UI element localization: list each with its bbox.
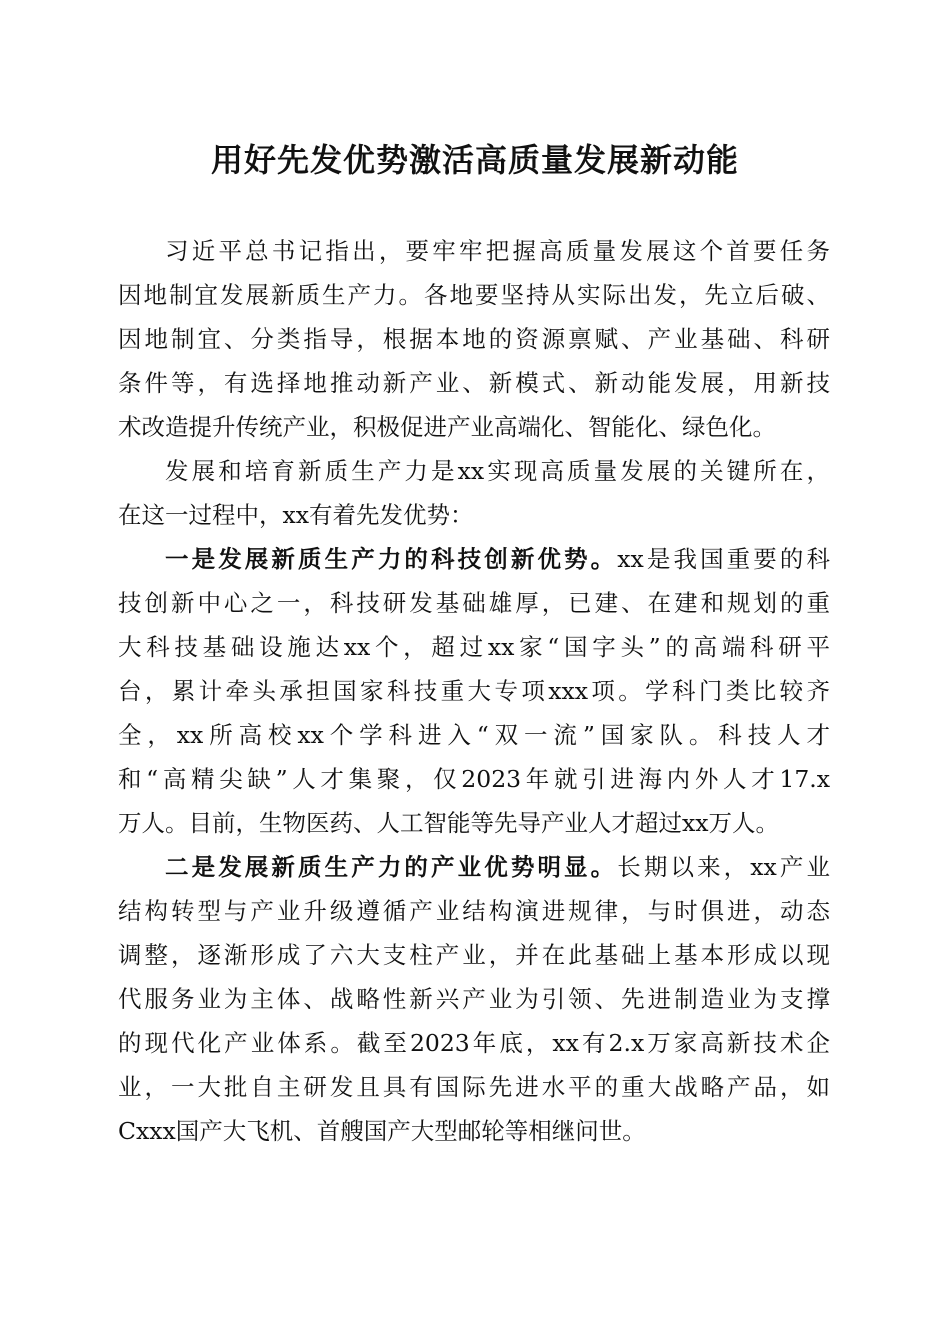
text-run: xx是我国重要的科: [617, 545, 830, 573]
text-line: 技创新中心之一，科技研发基础雄厚，已建、在建和规划的重: [118, 589, 830, 617]
text-line: 台，累计牵头承担国家科技重大专项xxx项。学科门类比较齐: [118, 677, 830, 705]
text-line: 和“高精尖缺”人才集聚，仅2023年就引进海内外人才17.x: [118, 765, 830, 793]
paragraph-2: [118, 449, 830, 537]
text-line: 结构转型与产业升级遵循产业结构演进规律，与时俱进，动态: [118, 897, 830, 925]
text-line: 业，一大批自主研发且具有国际先进水平的重大战略产品，如: [118, 1073, 830, 1101]
paragraph-1: [118, 229, 830, 449]
text-line: 万人。目前，生物医药、人工智能等先导产业人才超过xx万人。: [118, 809, 780, 837]
text-line: 在这一过程中，xx有着先发优势：: [118, 501, 474, 529]
paragraph-heading: 二是发展新质生产力的产业优势明显。: [165, 853, 618, 881]
text-line: 因地制宜发展新质生产力。各地要坚持从实际出发，先立后破、: [118, 281, 830, 309]
paragraph-heading: 一是发展新质生产力的科技创新优势。: [165, 545, 618, 573]
page-title: 用好先发优势激活高质量发展新动能: [210, 141, 739, 179]
text-line: 的现代化产业体系。截至2023年底，xx有2.x万家高新技术企: [118, 1029, 830, 1057]
text-line: 条件等，有选择地推动新产业、新模式、新动能发展，用新技: [118, 369, 830, 397]
document-body: [118, 229, 830, 1153]
text-line: 代服务业为主体、战略性新兴产业为引领、先进制造业为支撑: [118, 985, 830, 1013]
text-line: 调整，逐渐形成了六大支柱产业，并在此基础上基本形成以现: [118, 941, 830, 969]
text-line: 全，xx所高校xx个学科进入“双一流”国家队。科技人才: [118, 721, 830, 749]
text-line: 因地制宜、分类指导，根据本地的资源禀赋、产业基础、科研: [118, 325, 830, 353]
paragraph-3: [118, 537, 830, 845]
text-line: [118, 537, 830, 581]
text-run: 长期以来，xx产业: [617, 853, 830, 881]
paragraph-4: [118, 845, 830, 1153]
text-line: 发展和培育新质生产力是xx实现高质量发展的关键所在，: [165, 457, 830, 485]
text-line: Cxxx国产大飞机、首艘国产大型邮轮等相继问世。: [118, 1117, 646, 1145]
text-line: 大科技基础设施达xx个，超过xx家“国字头”的高端科研平: [118, 633, 830, 661]
text-line: 习近平总书记指出，要牢牢把握高质量发展这个首要任务: [165, 237, 830, 265]
text-line: 术改造提升传统产业，积极促进产业高端化、智能化、绿色化。: [118, 413, 776, 441]
text-line: [118, 845, 830, 889]
